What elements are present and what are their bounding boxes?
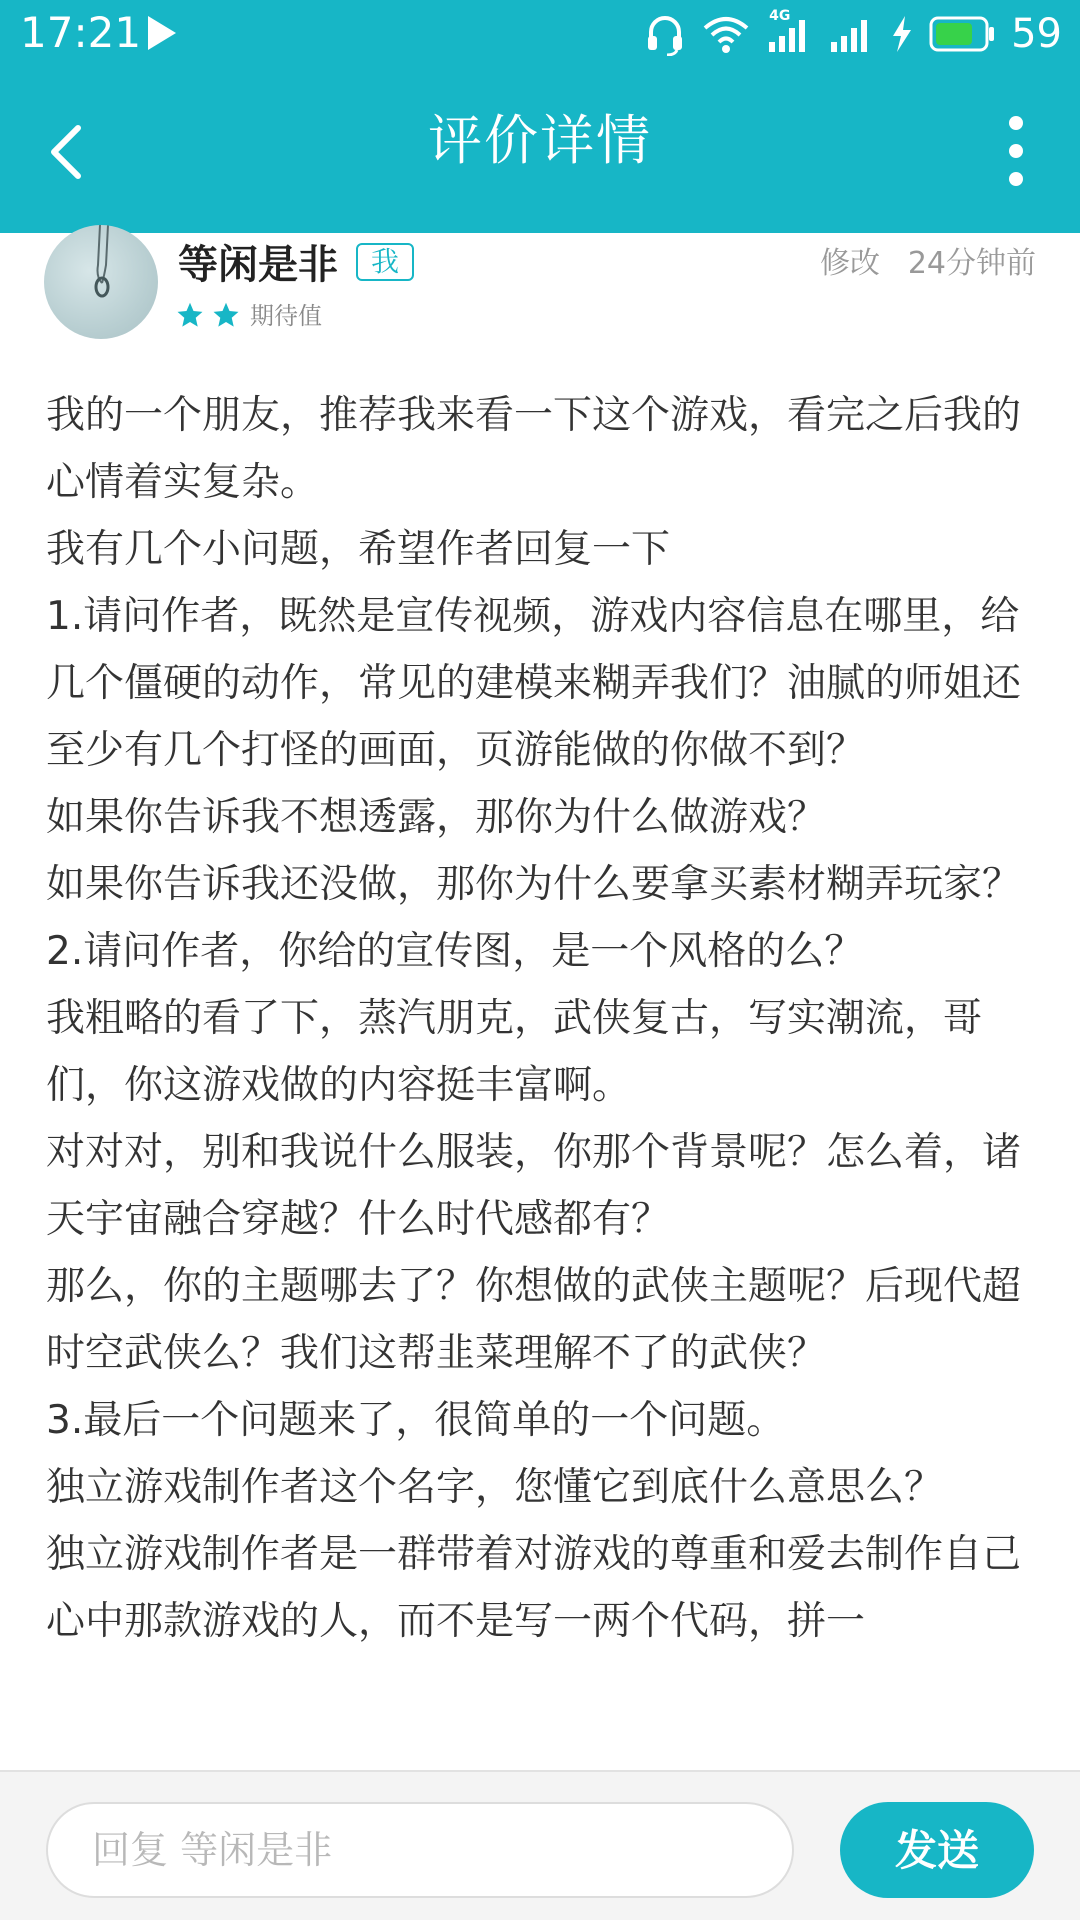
send-button[interactable]: 发送 [840,1802,1034,1898]
reply-input[interactable] [46,1802,794,1898]
review-paragraph: 1.请问作者，既然是宣传视频，游戏内容信息在哪里，给几个僵硬的动作，常见的建模来糊弄我们？油腻的师姐还至少有几个打怪的画面，页游能做的你做不到？ [46,594,1022,773]
network-label: 4G [769,8,791,24]
review-paragraph: 3.最后一个问题来了，很简单的一个问题。 [46,1398,786,1443]
review-paragraph: 我粗略的看了下，蒸汽朋克，武侠复古，写实潮流，哥们，你这游戏做的内容挺丰富啊。 [46,996,983,1108]
app-bar [0,66,1080,233]
review-paragraph: 我的一个朋友，推荐我来看一下这个游戏，看完之后我的心情着实复杂。 [46,393,1022,505]
review-paragraph: 如果你告诉我还没做，那你为什么要拿买素材糊弄玩家？ [46,862,1022,907]
battery-icon [929,16,995,52]
battery-level: 59 [1011,11,1062,57]
play-icon [148,16,176,50]
top-bar [0,0,1080,233]
review-paragraph: 我有几个小问题，希望作者回复一下 [46,527,671,572]
rating-stars [176,301,240,329]
reply-bar [0,1770,1080,1920]
more-vertical-icon-dot [1009,144,1023,158]
status-icons [645,6,1062,62]
review-header [0,233,1080,353]
wifi-icon [701,14,751,54]
signal-icon [767,8,813,56]
headset-icon [645,12,685,56]
status-time: 17:21 [20,8,142,57]
review-paragraph: 对对对，别和我说什么服装，你那个背景呢？怎么着，诸天宇宙融合穿越？什么时代感都有？ [46,1130,1022,1242]
status-bar [0,0,1080,66]
charging-icon [891,16,913,52]
avatar-image [44,225,158,339]
review-paragraph: 2.请问作者，你给的宣传图，是一个风格的么？ [46,929,864,974]
star-icon [176,301,204,329]
me-badge: 我 [356,243,414,281]
review-body [46,382,1026,1655]
review-paragraph: 那么，你的主题哪去了？你想做的武侠主题呢？后现代超时空武侠么？我们这帮韭菜理解不了的武侠？ [46,1264,1022,1376]
review-paragraph: 独立游戏制作者是一群带着对游戏的尊重和爱去制作自己心中那款游戏的人，而不是写一两个代码，拼一 [46,1532,1022,1644]
more-button[interactable] [996,116,1036,186]
more-vertical-icon [1009,116,1023,130]
more-vertical-icon-dot [1009,172,1023,186]
review-paragraph: 如果你告诉我不想透露，那你为什么做游戏？ [46,795,827,840]
avatar[interactable] [44,225,158,339]
edit-button[interactable]: 修改 [820,246,880,281]
star-icon [212,301,240,329]
timestamp: 24分钟前 [907,246,1036,281]
review-paragraph: 独立游戏制作者这个名字，您懂它到底什么意思么？ [46,1465,944,1510]
rating-label: 期待值 [250,302,322,330]
signal-icon [829,12,875,56]
page-title: 评价详情 [428,109,652,172]
username[interactable]: 等闲是非 [178,242,338,288]
